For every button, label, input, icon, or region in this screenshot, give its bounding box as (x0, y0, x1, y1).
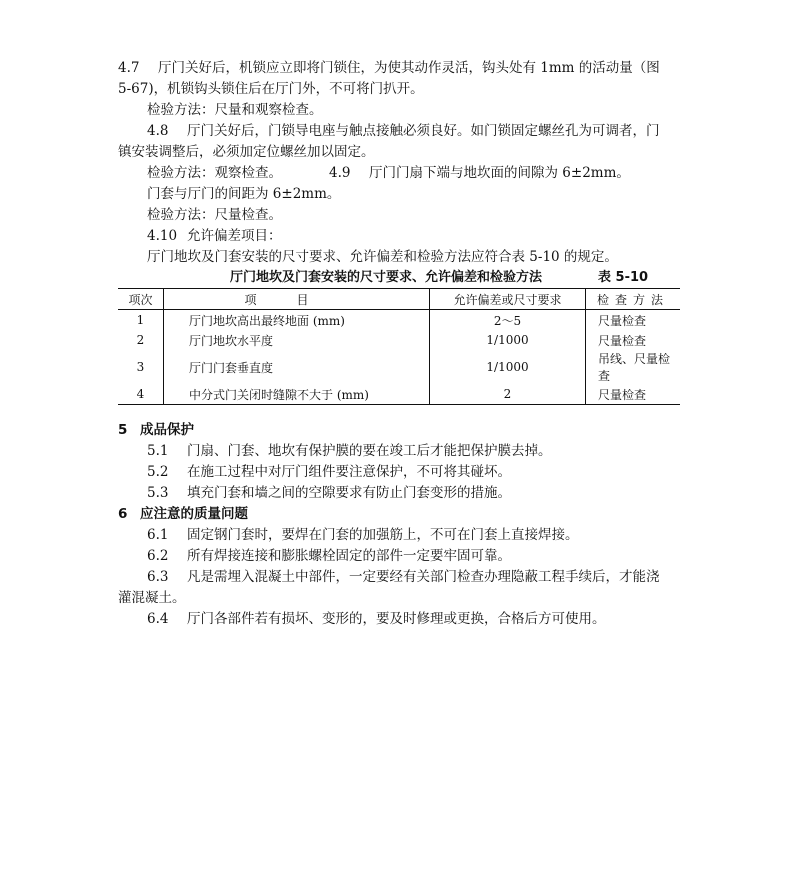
cell-item: 厅门门套垂直度 (164, 350, 430, 384)
cell-item: 厅门地坎高出最终地面 (mm) (164, 310, 430, 331)
paragraph-4-7 (118, 58, 660, 78)
paragraph-text: 所有焊接连接和膨胀螺栓固定的部件一定要牢固可靠。 (187, 548, 511, 564)
paragraph-text: 厅门门扇下端与地坎面的间隙为 6±2mm。 (369, 165, 630, 181)
paragraph-5-2 (147, 462, 511, 482)
paragraph-text: 门扇、门套、地坎有保护膜的要在竣工后才能把保护膜去掉。 (187, 443, 552, 459)
paragraph-6-1 (147, 525, 579, 545)
cell-method: 尺量检查 (586, 330, 681, 350)
table-row (118, 310, 680, 331)
paragraph-4-10-line2: 厅门地坎及门套安装的尺寸要求、允许偏差和检验方法应符合表 5-10 的规定。 (147, 249, 618, 265)
section-title: 应注意的质量问题 (140, 506, 248, 522)
paragraph-text: 厅门关好后，门锁导电座与触点接触必须良好。如门锁固定螺丝孔为可调者，门 (187, 123, 660, 139)
cell-tolerance: 2 (430, 384, 586, 405)
section-number: 6.3 (147, 569, 169, 585)
table-row (118, 384, 680, 405)
section-6-heading (118, 504, 248, 524)
check-method-4-8: 检验方法：观察检查。 (147, 165, 282, 181)
paragraph-6-3-continued: 灌混凝土。 (118, 590, 186, 606)
cell-tolerance: 1/1000 (430, 330, 586, 350)
section-number: 5 (118, 422, 128, 438)
paragraph-6-2 (147, 546, 511, 566)
paragraph-text: 凡是需埋入混凝土中部件，一定要经有关部门检查办理隐蔽工程手续后，才能浇 (187, 569, 660, 585)
paragraph-4-7-continued: 5-67)，机锁钩头锁住后在厅门外，不可将门扒开。 (118, 81, 424, 97)
cell-no: 4 (118, 384, 164, 405)
cell-method: 尺量检查 (586, 310, 681, 331)
cell-tolerance: 2～5 (430, 310, 586, 331)
section-number: 4.7 (118, 60, 140, 76)
table-row (118, 330, 680, 350)
section-number: 5.2 (147, 464, 169, 480)
section-number: 4.8 (147, 123, 169, 139)
paragraph-text: 固定钢门套时，要焊在门套的加强筋上，不可在门套上直接焊接。 (187, 527, 579, 543)
paragraph-4-9-line2: 门套与厅门的间距为 6±2mm。 (147, 186, 341, 202)
paragraph-text: 厅门各部件若有损坏、变形的，要及时修理或更换，合格后方可使用。 (187, 611, 606, 627)
cell-no: 2 (136, 333, 145, 347)
paragraph-4-8 (147, 121, 660, 141)
cell-item: 厅门地坎水平度 (164, 330, 430, 350)
section-number: 5.1 (147, 443, 169, 459)
header-method: 检查方法 (586, 289, 681, 310)
header-tolerance: 允许偏差或尺寸要求 (430, 289, 586, 310)
paragraph-text: 在施工过程中对厅门组件要注意保护，不可将其碰坏。 (187, 464, 511, 480)
paragraph-text: 厅门关好后，机锁应立即将门锁住，为使其动作灵活，钩头处有 1mm 的活动量（图 (158, 60, 660, 76)
paragraph-5-3 (147, 483, 511, 503)
cell-method: 吊线、尺量检查 (586, 350, 681, 384)
paragraph-6-4 (147, 609, 606, 629)
header-no: 项次 (118, 289, 164, 310)
section-number: 5.3 (147, 485, 169, 501)
section-number: 6 (118, 506, 128, 522)
paragraph-5-1 (147, 441, 552, 461)
paragraph-4-8-continued: 镇安装调整后，必须加定位螺丝加以固定。 (118, 144, 375, 160)
paragraph-6-3 (147, 567, 660, 587)
cell-no: 1 (136, 313, 145, 327)
header-item: 项目 (164, 289, 430, 310)
section-number: 6.2 (147, 548, 169, 564)
cell-no: 3 (136, 360, 145, 374)
section-number: 6.1 (147, 527, 169, 543)
paragraph-4-10 (147, 226, 282, 246)
table-header-row (118, 289, 680, 310)
cell-item: 中分式门关闭时缝隙不大于 (mm) (164, 384, 430, 405)
check-method-4-9: 检验方法：尺量检查。 (147, 207, 282, 223)
section-number: 4.9 (329, 165, 351, 181)
paragraph-text: 允许偏差项目： (187, 228, 282, 244)
check-method-4-7: 检验方法：尺量和观察检查。 (147, 102, 323, 118)
table-caption: 厅门地坎及门套安装的尺寸要求、允许偏差和检验方法 (230, 270, 543, 285)
table-number: 表 5-10 (598, 270, 649, 285)
paragraph-4-9 (329, 163, 630, 183)
spec-table (118, 288, 680, 405)
section-title: 成品保护 (140, 422, 194, 438)
cell-tolerance: 1/1000 (430, 350, 586, 384)
section-number: 6.4 (147, 611, 169, 627)
table-row (118, 350, 680, 384)
section-number: 4.10 (147, 228, 178, 244)
cell-method: 尺量检查 (586, 384, 681, 405)
paragraph-text: 填充门套和墙之间的空隙要求有防止门套变形的措施。 (187, 485, 511, 501)
section-5-heading (118, 420, 194, 440)
